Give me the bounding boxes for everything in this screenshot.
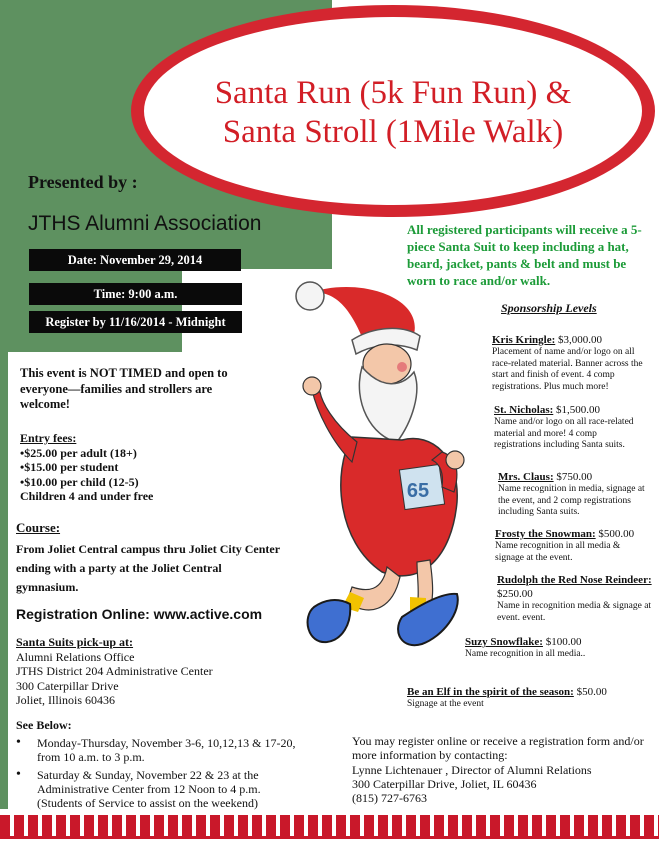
organization-name: JTHS Alumni Association [28,212,262,235]
contact-line: 300 Caterpillar Drive, Joliet, IL 60436 [352,776,537,791]
sponsor-price: $3,000.00 [555,334,602,346]
sponsor-price: $100.00 [542,636,582,648]
registration-online: Registration Online: www.active.com [16,606,263,622]
santa-left-arm-icon [312,390,357,462]
course-heading: Course: [16,520,61,535]
left-shoe-icon [308,600,351,642]
date-box: Date: November 29, 2014 [29,249,241,271]
hat-pompom-icon [296,282,324,310]
pickup-line: JTHS District 204 Administrative Center [16,664,213,678]
fee-item: •$25.00 per adult (18+) [20,445,137,460]
candy-stripe-border [0,815,659,836]
santa-suit-note: All registered participants will receive a 5-piece Santa Suit to keep including a hat, beard, jacket, pants & belt and must be worn to race and/or walk. [407,222,642,288]
sponsor-desc: Name recognition in all media & signage at the event. [495,541,621,563]
sponsor-level-kris-kringle [492,333,644,393]
contact-line: Lynne Lichtenauer , Director of Alumni Relations [352,762,592,777]
sponsor-desc: Name recognition in media, signage at the event, and 2 comp registrations including Santa suits. [498,484,645,517]
sponsor-level-rudolph [497,573,653,624]
sponsor-price: $250.00 [497,588,533,600]
sponsor-desc: Name recognition in all media.. [465,649,586,659]
fee-item: •$15.00 per student [20,460,119,474]
santa-nose-icon [397,362,407,372]
right-shoe-icon [398,594,458,645]
event-title [150,74,636,152]
bottom-red-line [0,836,659,839]
sponsor-name: St. Nicholas: [494,404,554,416]
sponsor-price: $1,500.00 [553,404,601,416]
sponsor-level-suzy-snowflake [465,635,645,661]
course-description: From Joliet Central campus thru Joliet City Center ending with a party at the Joliet Central gymnasium. [16,542,280,594]
contact-line: You may register online or receive a registration form and/or more information by contacting: [352,734,644,763]
pickup-location [16,635,226,708]
sponsor-name: Suzy Snowflake: [465,636,543,648]
sponsor-desc: Name in recognition media & signage at event. event. [497,601,652,623]
contact-line: (815) 727-6763 [352,791,427,806]
santa-left-hand-icon [303,377,321,395]
sponsor-level-frosty [495,527,645,564]
sponsor-level-elf [407,685,647,711]
sponsor-price: $500.00 [595,528,635,540]
sponsor-desc: Signage at the event [407,699,484,709]
sponsor-desc: Name and/or logo on all race-related material and more! 4 comp registrations including Santa suits. [494,417,634,450]
time-box: Time: 9:00 a.m. [29,283,242,305]
list-item: • Saturday & Sunday, November 22 & 23 at the Administrative Center from 12 Noon to 4 p.m. (Students of Service to assist on the weekend) [16,768,306,810]
sponsor-level-st-nicholas [494,403,644,452]
sponsor-name: Frosty the Snowman: [495,528,596,540]
see-below-heading: See Below: [16,718,72,732]
bib-number: 65 [406,480,430,502]
fee-item: •$10.00 per child (12-5) [20,474,139,489]
sponsor-price: $750.00 [553,471,593,483]
pickup-hours-list [16,736,306,814]
entry-fees-heading: Entry fees: [20,431,77,445]
sponsor-desc: Placement of name and/or logo on all race-related material. Banner across the start and finish of event. 4 comp registrations. Plus much more! [492,347,643,392]
pickup-line: Joliet, Illinois 60436 [16,693,115,707]
fee-item: Children 4 and under free [20,489,154,503]
pickup-line: Alumni Relations Office [16,649,135,664]
sponsor-name: Mrs. Claus: [498,471,554,483]
sponsorship-heading: Sponsorship Levels [501,301,597,315]
sponsor-price: $50.00 [573,686,607,698]
sponsor-name: Kris Kringle: [492,334,556,346]
sponsor-name: Rudolph the Red Nose Reindeer: [497,574,652,586]
pickup-heading: Santa Suits pick-up at: [16,635,134,649]
register-by-box: Register by 11/16/2014 - Midnight [29,311,242,333]
sponsor-level-mrs-claus [498,470,646,519]
santa-right-hand-icon [446,451,464,469]
sponsor-name: Be an Elf in the spirit of the season: [407,686,574,698]
pickup-line: 300 Caterpillar Drive [16,678,119,693]
title-line-2: Santa Stroll (1Mile Walk) [222,114,564,150]
presented-by: Presented by : [28,172,138,192]
contact-info [352,734,652,805]
title-line-1: Santa Run (5k Fun Run) & [214,75,572,111]
entry-fees [20,431,220,504]
not-timed-notice: This event is NOT TIMED and open to everyone—families and strollers are welcome! [20,366,228,411]
running-santa-illustration [292,272,480,652]
list-item: • Monday-Thursday, November 3-6, 10,12,13 & 17-20, from 10 a.m. to 3 p.m. [16,736,306,764]
